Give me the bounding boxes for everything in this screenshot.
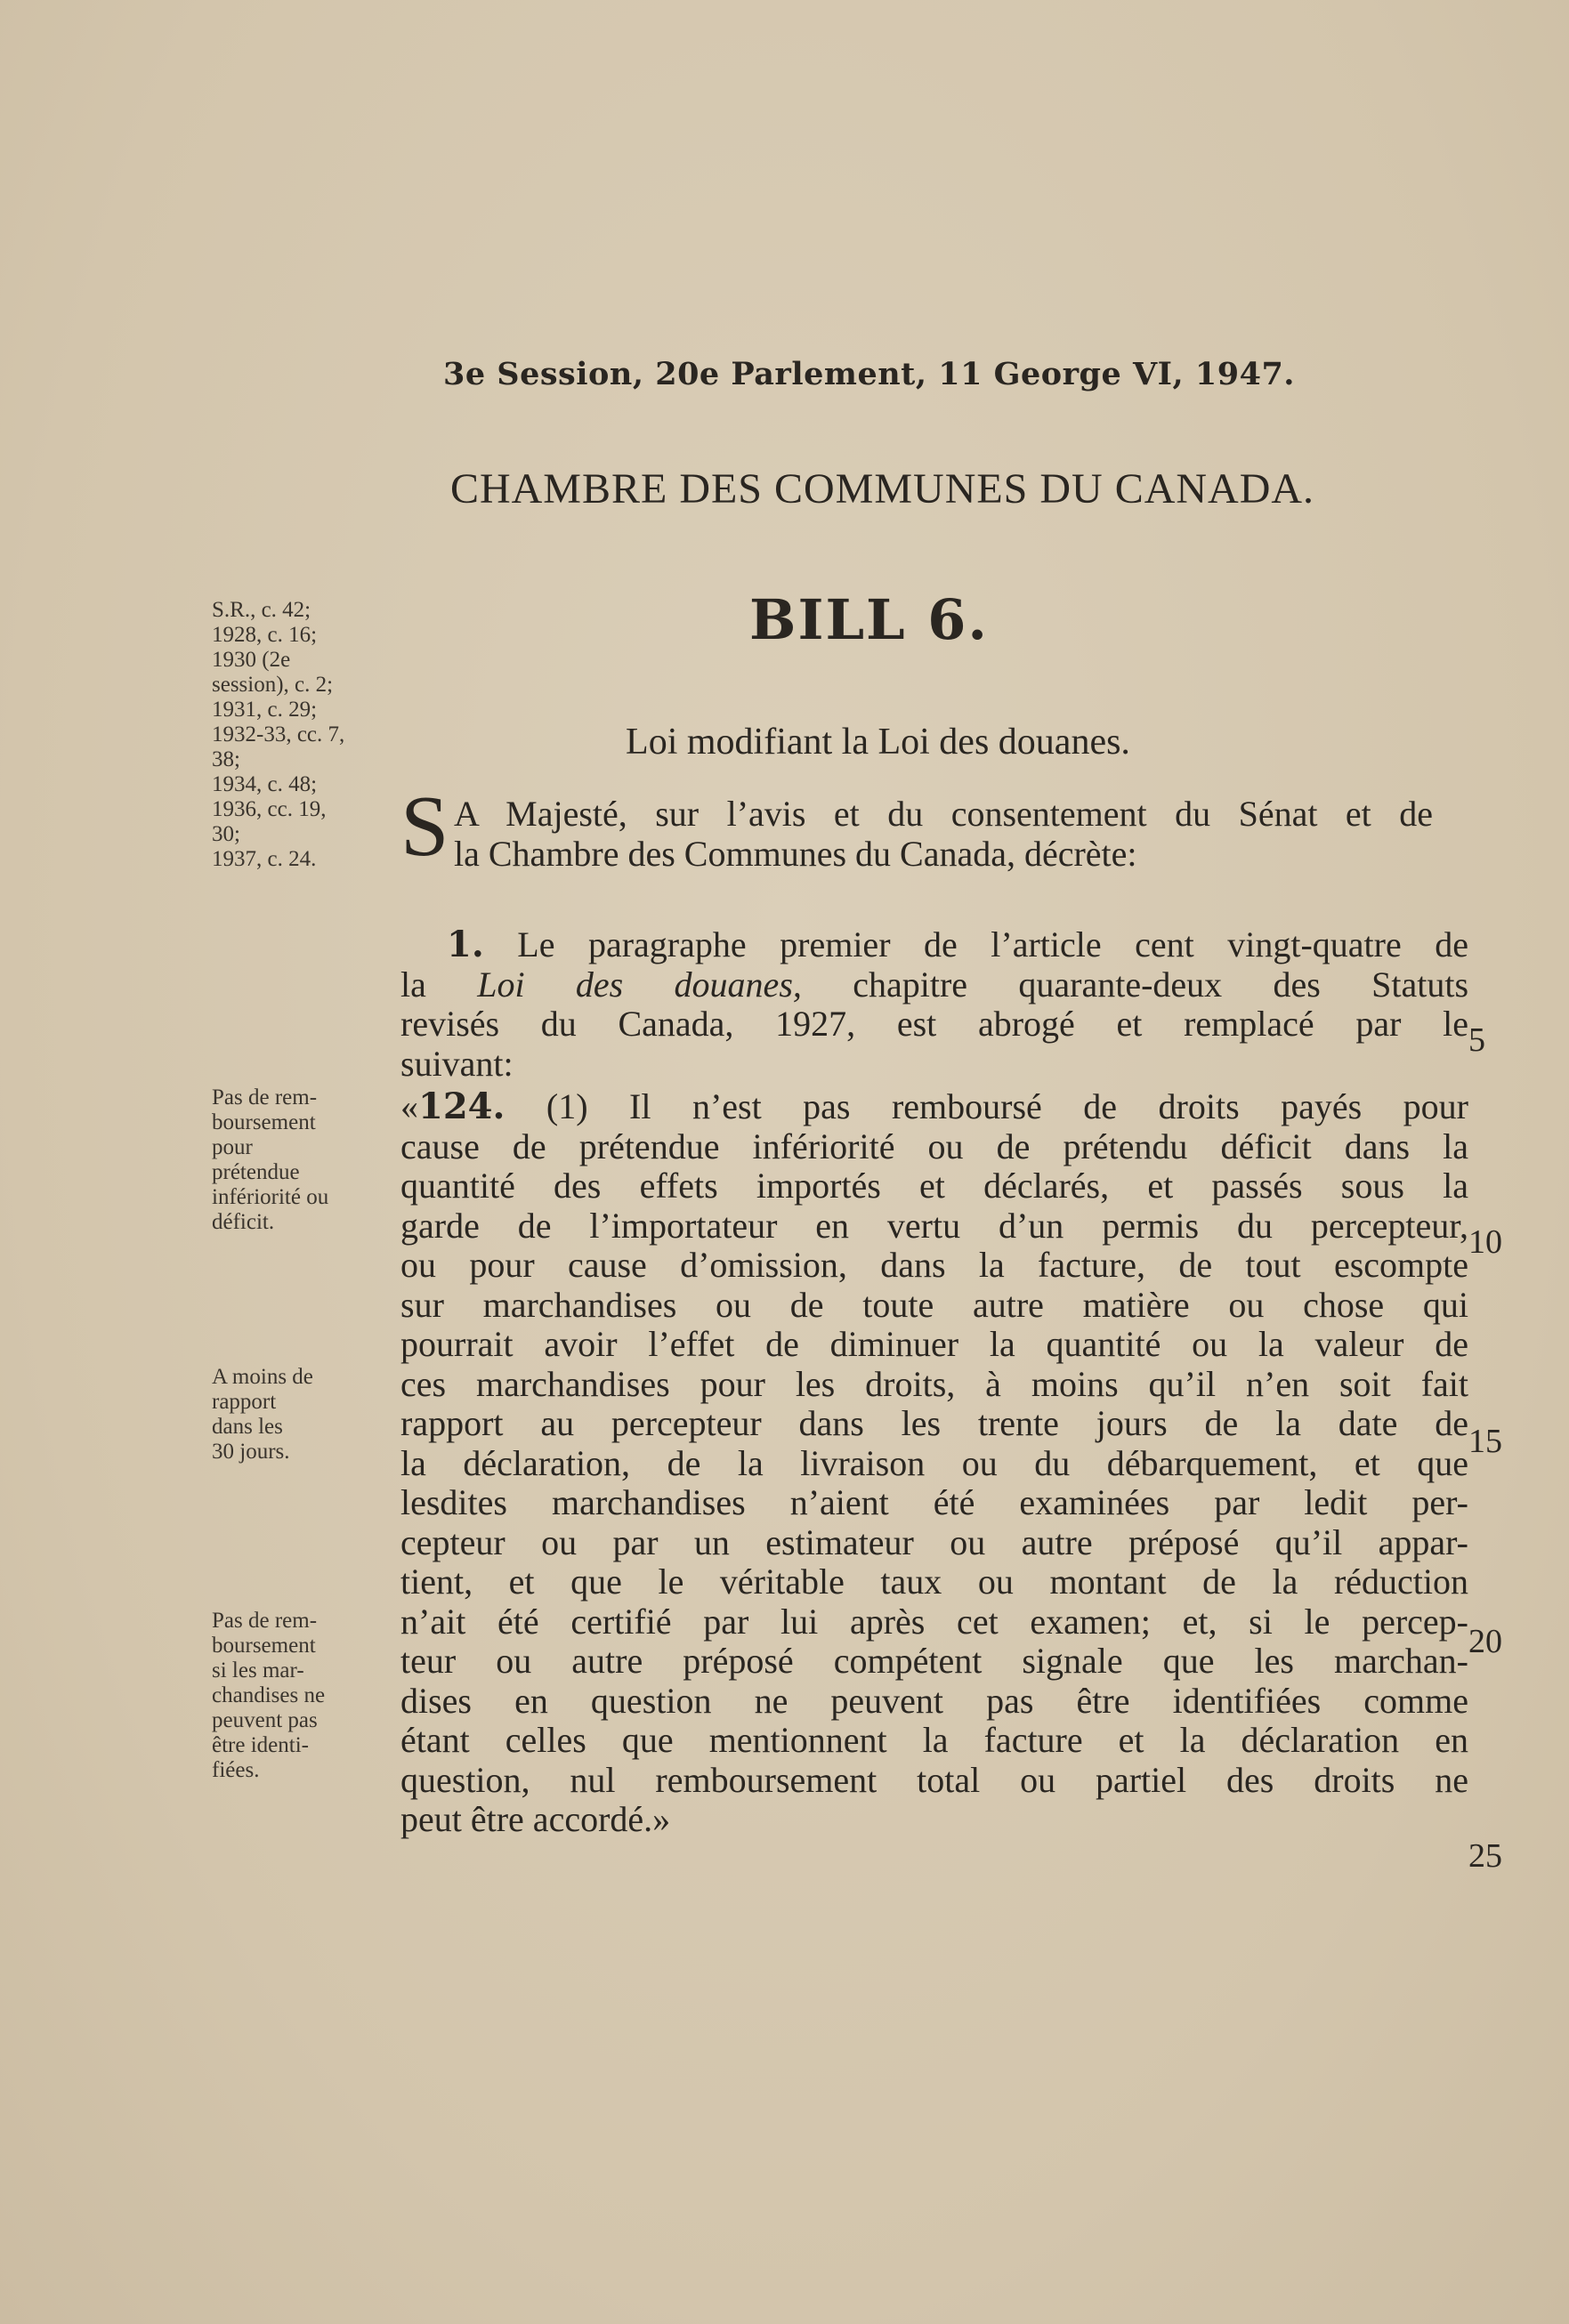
section-1 — [400, 925, 1468, 1084]
quoted-section-124 — [400, 1087, 1468, 1840]
text-line: suivant: — [400, 1043, 514, 1084]
text-line: A Majesté, sur l’avis et du consentement du Sénat et de — [454, 794, 1433, 834]
margin-line: 1936, cc. 19, — [212, 797, 327, 821]
text-line: revisés du Canada, 1927, est abrogé et remplacé par le — [400, 1004, 1468, 1044]
margin-line: boursement — [212, 1634, 316, 1658]
section-number: 124. — [418, 1085, 505, 1127]
margin-line: si les mar- — [212, 1658, 304, 1682]
margin-line: 1937, c. 24. — [212, 847, 317, 871]
margin-line: 1928, c. 16; — [212, 623, 318, 647]
text-line: cepteur ou par un estimateur ou autre préposé qu’il appar- — [400, 1521, 1468, 1562]
margin-line: 38; — [212, 747, 240, 771]
text-line: teur ou autre préposé compétent signale que les marchan- — [400, 1641, 1468, 1681]
text-segment: la — [400, 964, 426, 1005]
session-header: 3e Session, 20e Parlement, 11 George VI, 1947. — [443, 356, 1295, 392]
text-line: cause de prétendue infériorité ou de prétendu déficit dans la — [400, 1126, 1468, 1166]
text-line: garde de l’importateur en vertu d’un permis du percepteur, — [400, 1205, 1468, 1246]
margin-line: Pas de rem- — [212, 1085, 318, 1110]
margin-line: S.R., c. 42; — [212, 598, 311, 622]
line-number: 15 — [1468, 1423, 1502, 1460]
margin-line: 30 jours. — [212, 1440, 290, 1464]
margin-line: fiées. — [212, 1758, 260, 1782]
margin-line: boursement — [212, 1110, 316, 1134]
bill-title: BILL 6. — [749, 587, 989, 652]
section-number: 1. — [447, 924, 484, 965]
line-number: 10 — [1468, 1223, 1502, 1261]
text-line: sur marchandises ou de toute autre matière ou chose qui — [400, 1284, 1468, 1325]
margin-line: 1934, c. 48; — [212, 772, 318, 796]
text-line: la déclaration, de la livraison ou du débarquement, et que — [400, 1442, 1468, 1483]
margin-line: 1931, c. 29; — [212, 698, 318, 722]
line-number: 25 — [1468, 1837, 1502, 1875]
margin-line: chandises ne — [212, 1683, 326, 1707]
text-segment: (1) Il n’est pas remboursé de droits payés pour — [546, 1086, 1468, 1126]
margin-line: session), c. 2; — [212, 673, 334, 697]
margin-line: 1930 (2e — [212, 648, 291, 672]
margin-line: A moins de — [212, 1365, 313, 1389]
act-title: Loi des douanes, — [477, 964, 802, 1005]
text-line: rapport au percepteur dans les trente jours de la date de — [400, 1403, 1468, 1443]
text-line: pourrait avoir l’effet de diminuer la quantité ou la valeur de — [400, 1324, 1468, 1364]
margin-note-identification — [212, 1609, 381, 1783]
margin-line: rapport — [212, 1390, 277, 1414]
text-line: dises en question ne peuvent pas être identifiées comme — [400, 1680, 1468, 1721]
margin-line: prétendue — [212, 1160, 300, 1184]
text-line: ou pour cause d’omission, dans la facture, de tout escompte — [400, 1245, 1468, 1285]
text-line — [400, 1087, 1468, 1127]
margin-line: infériorité ou — [212, 1185, 329, 1209]
margin-line: peuvent pas — [212, 1708, 318, 1732]
line-number: 5 — [1468, 1021, 1485, 1059]
enacting-clause — [400, 795, 1468, 874]
text-line: ces marchandises pour les droits, à moins qu’il n’en soit fait — [400, 1363, 1468, 1404]
open-quote: « — [400, 1086, 418, 1126]
margin-line: déficit. — [212, 1210, 275, 1234]
house-title: CHAMBRE DES COMMUNES DU CANADA. — [449, 465, 1315, 512]
text-line: peut être accordé.» — [400, 1799, 671, 1839]
margin-note-inferiority — [212, 1085, 381, 1235]
margin-line: 1932-33, cc. 7, — [212, 722, 345, 746]
text-line: quantité des effets importés et déclarés, et passés sous la — [400, 1166, 1468, 1206]
margin-line: dans les — [212, 1415, 283, 1439]
margin-line: 30; — [212, 822, 240, 846]
margin-line: Pas de rem- — [212, 1609, 318, 1633]
text-segment: chapitre quarante-deux des Statuts — [853, 964, 1469, 1005]
text-line — [400, 965, 1468, 1005]
text-line: tient, et que le véritable taux ou montant de la réduction — [400, 1561, 1468, 1602]
text-line: n’ait été certifié par lui après cet examen; et, si le percep- — [400, 1601, 1468, 1642]
bill-subtitle: Loi modifiant la Loi des douanes. — [626, 722, 1130, 763]
text-segment: Le paragraphe premier de l’article cent vingt-quatre de — [517, 924, 1468, 964]
margin-line: pour — [212, 1135, 253, 1159]
line-number: 20 — [1468, 1623, 1502, 1660]
text-line: question, nul remboursement total ou partiel des droits ne — [400, 1759, 1468, 1800]
margin-line: être identi- — [212, 1733, 309, 1757]
text-line: étant celles que mentionnent la facture et la déclaration en — [400, 1720, 1468, 1760]
margin-note-30-days — [212, 1365, 381, 1465]
drop-cap: S — [400, 779, 449, 875]
margin-note-citations — [212, 598, 381, 872]
text-line: la Chambre des Communes du Canada, décrète: — [454, 833, 1137, 874]
text-line: lesdites marchandises n’aient été examinées par ledit per- — [400, 1482, 1468, 1522]
text-line — [400, 925, 1468, 965]
